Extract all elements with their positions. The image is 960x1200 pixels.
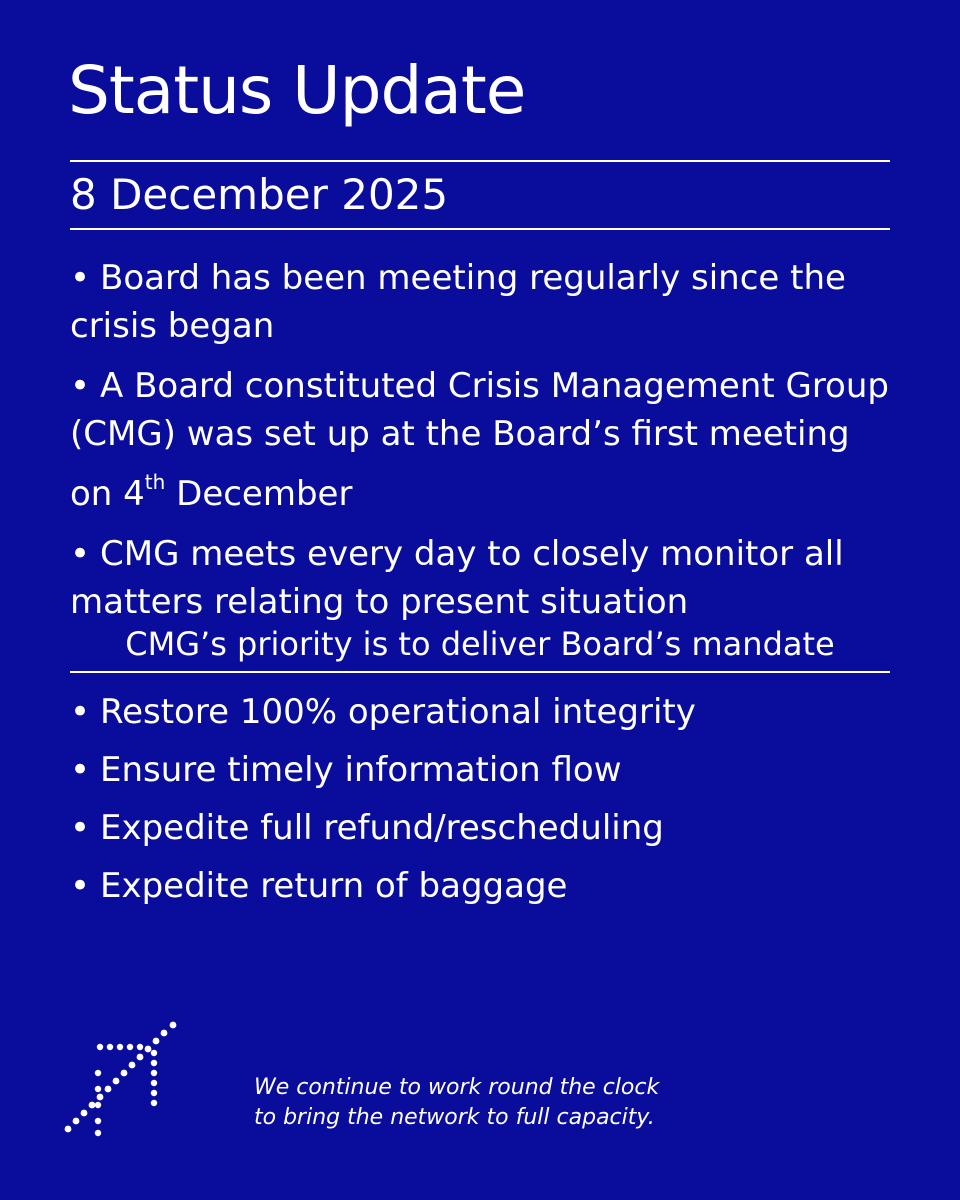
status-update-text: (CMG) was set up at the Board’s first meeting [70, 414, 850, 454]
status-update-list [70, 254, 900, 638]
mandate-text: Expedite full refund/rescheduling [100, 808, 664, 848]
status-update-item [70, 362, 900, 518]
page-title: Status Update [68, 52, 526, 129]
status-update-text: CMG meets every day to closely monitor all [100, 534, 844, 574]
status-update-text: matters relating to present situation [70, 582, 689, 622]
closing-message [254, 1073, 659, 1133]
status-update-text: A Board constituted Crisis Management Group [100, 366, 889, 406]
bullet-mark: • [70, 866, 91, 906]
bullet-mark: • [70, 258, 91, 298]
mandate-item [70, 746, 900, 794]
mandate-list [70, 688, 900, 920]
mandate-item [70, 862, 900, 910]
status-update-item [70, 530, 900, 626]
status-update-item [70, 254, 900, 350]
bullet-mark: • [70, 808, 91, 848]
bullet-mark: • [70, 750, 91, 790]
page-date: 8 December 2025 [70, 170, 449, 219]
mandate-item [70, 804, 900, 852]
closing-message-line: to bring the network to full capacity. [254, 1105, 655, 1130]
status-update-text: crisis began [70, 306, 275, 346]
status-update-text: December [165, 474, 353, 514]
date-divider [70, 228, 890, 230]
status-update-text: Board has been meeting regularly since the [100, 258, 846, 298]
bullet-mark: • [70, 534, 91, 574]
date-ordinal-suffix: th [144, 470, 166, 494]
mandate-item [70, 688, 900, 736]
priority-divider [70, 671, 890, 673]
mandate-text: Ensure timely information flow [100, 750, 622, 790]
mandate-text: Expedite return of baggage [100, 866, 568, 906]
dotted-arrow-logo-icon [62, 1015, 187, 1140]
bullet-mark: • [70, 366, 91, 406]
title-divider [70, 160, 890, 162]
priority-heading: CMG’s priority is to deliver Board’s mandate [125, 625, 835, 663]
status-update-text: on 4 [70, 474, 145, 514]
bullet-mark: • [70, 692, 91, 732]
closing-message-line: We continue to work round the clock [254, 1075, 660, 1100]
mandate-text: Restore 100% operational integrity [100, 692, 696, 732]
